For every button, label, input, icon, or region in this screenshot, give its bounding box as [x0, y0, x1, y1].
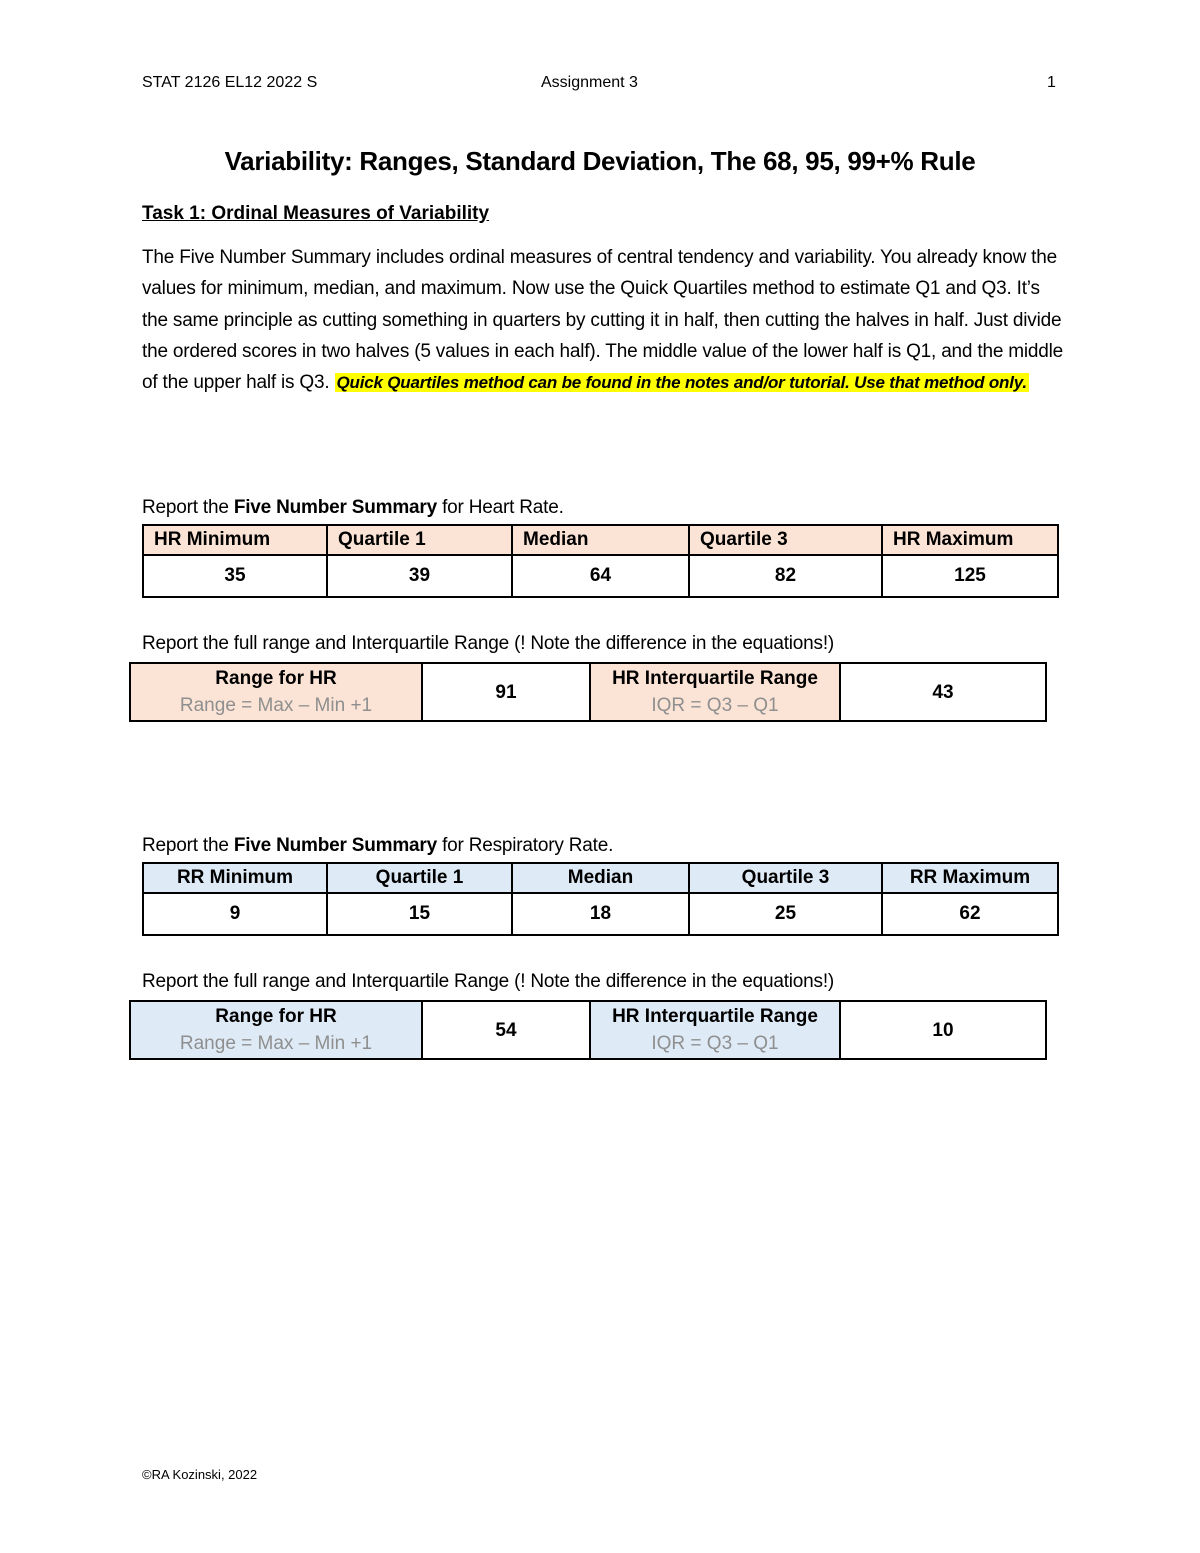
- range-label: Range for HR: [215, 668, 337, 689]
- prompt-text: for Respiratory Rate.: [436, 835, 614, 856]
- header-page-number: 1: [1047, 74, 1056, 91]
- prompt-text: for Heart Rate.: [436, 497, 564, 518]
- range-formula: Range = Max – Min +1: [179, 695, 373, 716]
- intro-paragraph: [142, 242, 1067, 398]
- rr-five-number-prompt: [142, 835, 613, 857]
- iqr-label-cell: [590, 663, 840, 721]
- table-cell: 35: [143, 555, 327, 597]
- table-header-cell: RR Minimum: [143, 863, 327, 893]
- table-cell: 25: [689, 893, 882, 935]
- table-cell: 64: [512, 555, 689, 597]
- prompt-text: Report the: [142, 835, 234, 856]
- hr-range-prompt: Report the full range and Interquartile Range (! Note the difference in the equations!): [142, 633, 835, 654]
- table-cell: 9: [143, 893, 327, 935]
- table-row: [143, 555, 1058, 597]
- table-header-row: [143, 863, 1058, 893]
- range-value: 54: [422, 1001, 590, 1059]
- rr-five-number-table: [142, 862, 1059, 936]
- hr-five-number-table: [142, 524, 1059, 598]
- table-header-cell: Quartile 3: [689, 863, 882, 893]
- table-header-cell: Median: [512, 863, 689, 893]
- header-course: STAT 2126 EL12 2022 S: [142, 74, 318, 91]
- range-label-cell: [130, 1001, 422, 1059]
- table-cell: 18: [512, 893, 689, 935]
- table-cell: 125: [882, 555, 1058, 597]
- iqr-value: 10: [840, 1001, 1046, 1059]
- iqr-label: HR Interquartile Range: [612, 1006, 818, 1027]
- table-header-cell: Quartile 1: [327, 525, 512, 555]
- range-formula: Range = Max – Min +1: [179, 1033, 373, 1054]
- table-cell: 82: [689, 555, 882, 597]
- table-header-cell: HR Minimum: [143, 525, 327, 555]
- prompt-bold: Five Number Summary: [233, 497, 437, 518]
- table-header-row: [143, 525, 1058, 555]
- table-row: [130, 663, 1046, 721]
- table-header-cell: Quartile 3: [689, 525, 882, 555]
- table-header-cell: Quartile 1: [327, 863, 512, 893]
- intro-highlight: Quick Quartiles method can be found in the notes and/or tutorial. Use that method only.: [336, 373, 1027, 393]
- rr-range-prompt: Report the full range and Interquartile Range (! Note the difference in the equations!): [142, 971, 835, 992]
- table-header-cell: RR Maximum: [882, 863, 1058, 893]
- iqr-formula: IQR = Q3 – Q1: [651, 1033, 779, 1054]
- range-label: Range for HR: [215, 1006, 337, 1027]
- table-cell: 15: [327, 893, 512, 935]
- header-assignment: Assignment 3: [541, 74, 638, 91]
- range-value: 91: [422, 663, 590, 721]
- iqr-formula: IQR = Q3 – Q1: [651, 695, 779, 716]
- hr-five-number-prompt: [142, 497, 564, 519]
- iqr-label-cell: [590, 1001, 840, 1059]
- table-header-cell: HR Maximum: [882, 525, 1058, 555]
- table-header-cell: Median: [512, 525, 689, 555]
- iqr-value: 43: [840, 663, 1046, 721]
- copyright-footer: ©RA Kozinski, 2022: [142, 1467, 258, 1482]
- task-heading: Task 1: Ordinal Measures of Variability: [142, 203, 490, 224]
- document-title: Variability: Ranges, Standard Deviation, The 68, 95, 99+% Rule: [224, 146, 976, 176]
- iqr-label: HR Interquartile Range: [612, 668, 818, 689]
- prompt-bold: Five Number Summary: [233, 835, 437, 856]
- table-row: [143, 893, 1058, 935]
- range-label-cell: [130, 663, 422, 721]
- table-cell: 39: [327, 555, 512, 597]
- hr-range-table: [129, 662, 1047, 722]
- prompt-text: Report the: [142, 497, 234, 518]
- intro-text: The Five Number Summary includes ordinal measures of central tendency and variability. You already know the values for minimum, median, and maximum. Now use the Quick Quartiles method to estimate Q1 and Q3. It’s the same principle as cutting something in quarters by cutting it in half, then cutting the halves in half. Just divide the ordered scores in two halves (5 values in each half). The middle value of the lower half is Q1, and the middle of the upper half is Q3.: [142, 247, 1064, 394]
- table-cell: 62: [882, 893, 1058, 935]
- rr-range-table: [129, 1000, 1047, 1060]
- table-row: [130, 1001, 1046, 1059]
